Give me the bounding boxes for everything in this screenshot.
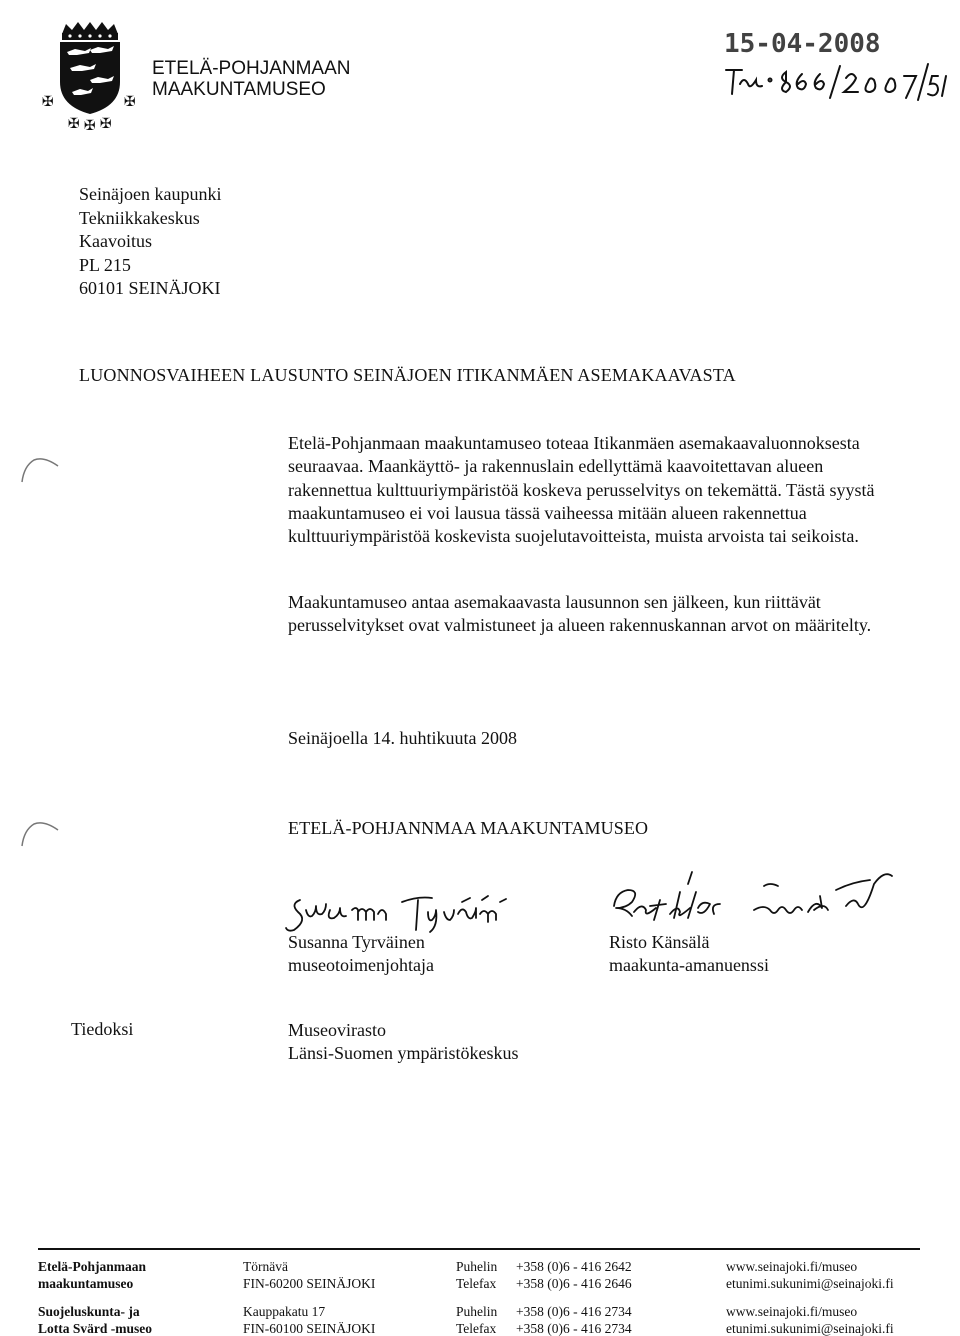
footer-email-link[interactable]: etunimi.sukunimi@seinajoki.fi [726,1321,894,1336]
footer-phone-label: Puhelin [456,1304,498,1319]
footer-phone-numbers [516,1258,632,1292]
footer-org-line: Suojeluskunta- ja [38,1304,140,1319]
footer-web [726,1303,894,1336]
footer-fax-number: +358 (0)6 - 416 2646 [516,1276,632,1291]
body-paragraph-2: Maakuntamuseo antaa asemakaavasta lausunnon sen jälkeen, kun riittävät perusselvitykset ovat valmistuneet ja alueen rakennuskannan arvot on määritelty. [288,592,872,636]
organization-name [152,58,350,100]
cc-label: Tiedoksi [71,1019,134,1039]
footer-divider [38,1248,920,1250]
stamp-handwriting-icon [722,28,950,102]
coat-of-arms-logo [40,20,140,132]
footer-address-line: FIN-60200 SEINÄJOKI [243,1276,376,1291]
svg-text:✠: ✠ [68,116,80,132]
address-line: Seinäjoen kaupunki [79,184,222,204]
signature-tyrvainen-icon [282,880,522,936]
signer-name: Susanna Tyrväinen [288,932,425,952]
footer-phone-number: +358 (0)6 - 416 2734 [516,1304,632,1319]
footer-address [243,1303,375,1336]
footer-website-link[interactable]: www.seinajoki.fi/museo [726,1304,858,1319]
org-name-line1: ETELÄ-POHJANMAAN [152,58,351,79]
address-line: PL 215 [79,254,131,275]
footer-org [38,1258,146,1292]
footer-phone-labels [456,1303,497,1336]
signer-title: maakunta-amanuenssi [609,955,769,975]
cc-recipients [288,1019,518,1065]
signer-kansala [609,931,769,977]
footer-address-line: Törnävä [243,1259,288,1274]
received-stamp [722,28,950,102]
address-line: 60101 SEINÄJOKI [79,278,221,299]
signer-tyrvainen [288,931,434,977]
cc-recipient: Länsi-Suomen ympäristökeskus [288,1043,519,1063]
body-paragraph-1: Etelä-Pohjanmaan maakuntamuseo toteaa Itikanmäen asemakaavaluonnoksesta seuraavaa. Maankäyttö- ja rakennuslain edellyttämä kaavoitettavan alueen rakennettua kulttuuriympäristöä koskeva perusselvitys on tekemättä. Tästä syystä maakuntamuseo ei voi lausua tässä vaiheessa mitään alueen rakennettua kulttuuriympäristöä koskevista suojelutavoitteista, muista arvoista tai seikoista. [288,433,875,547]
footer-phone-labels [456,1258,497,1292]
svg-text:✠: ✠ [84,118,96,132]
signing-organization: ETELÄ-POHJANNMAA MAAKUNTAMUSEO [288,818,649,838]
footer-phone-label: Puhelin [456,1259,498,1274]
signature-kansala-icon [604,870,894,936]
footer-fax-label: Telefax [456,1276,497,1291]
footer-org-line: Lotta Svärd -museo [38,1321,152,1336]
stamp-date-text: 15-04-2008 [724,29,881,59]
place-and-date: Seinäjoella 14. huhtikuuta 2008 [288,728,517,748]
svg-text:✠: ✠ [100,116,112,132]
footer-fax-number: +358 (0)6 - 416 2734 [516,1321,632,1336]
org-name-line2: MAAKUNTAMUSEO [152,79,326,100]
svg-text:✠: ✠ [124,94,136,110]
footer-phone-numbers [516,1303,632,1336]
footer-fax-label: Telefax [456,1321,497,1336]
address-line: Tekniikkakeskus [79,207,200,228]
footer-address-line: Kauppakatu 17 [243,1304,326,1319]
footer-website-link[interactable]: www.seinajoki.fi/museo [726,1259,858,1274]
signer-title: museotoimenjohtaja [288,955,434,975]
punch-mark-icon [18,452,66,488]
footer-email-link[interactable]: etunimi.sukunimi@seinajoki.fi [726,1276,894,1291]
recipient-address [79,183,221,301]
footer-web [726,1258,894,1292]
address-line: Kaavoitus [79,231,152,252]
footer-address-line: FIN-60100 SEINÄJOKI [243,1321,376,1336]
svg-text:✠: ✠ [42,94,54,110]
footer-phone-number: +358 (0)6 - 416 2642 [516,1259,632,1274]
footer-org-line: Etelä-Pohjanmaan [38,1259,146,1274]
cc-recipient: Museovirasto [288,1020,386,1040]
document-title: LUONNOSVAIHEEN LAUSUNTO SEINÄJOEN ITIKANMÄEN ASEMAKAAVASTA [79,365,736,385]
signer-name: Risto Känsälä [609,932,710,952]
footer-org-line: maakuntamuseo [38,1276,134,1291]
coat-of-arms-icon [40,20,140,132]
footer-address [243,1258,375,1292]
footer-org [38,1303,152,1336]
punch-mark-icon [18,816,66,852]
